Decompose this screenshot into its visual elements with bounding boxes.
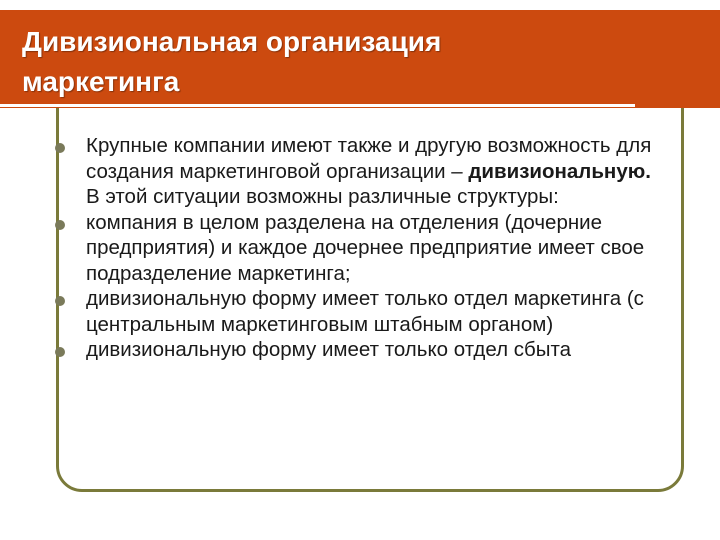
title-bar [0,10,720,108]
bullet-dot-icon [55,220,65,230]
bullet-dot-icon [55,143,65,153]
bullet-item-4 [48,337,668,363]
title-underline [0,104,635,107]
bullet-1-bold-term: дивизиональную. [468,159,651,183]
bullet-item-2 [48,210,668,287]
bullet-4-text: дивизиональную форму имеет только отдел сбыта [86,338,572,361]
bullet-1-text-after: В этой ситуации возможны различные структуры: [86,185,559,208]
bullet-dot-icon [55,347,65,357]
bullet-2-text: компания в целом разделена на отделения (дочерние предприятия) и каждое дочернее предприятие имеет свое подразделение маркетинга; [86,210,645,285]
slide-title-line-2: маркетинга [22,66,180,97]
bullet-item-1 [48,133,668,210]
bullet-item-3 [48,286,668,337]
bullet-3-text: дивизиональную форму имеет только отдел маркетинга (с центральным маркетинговым штабным органом) [86,287,644,336]
bullet-list [48,133,668,363]
bullet-1-text-before: Крупные компании имеют также и другую возможность для создания маркетинговой организации – [86,134,652,183]
slide-title-line-1: Дивизиональная организация [22,26,442,57]
slide-title [22,22,441,102]
bullet-dot-icon [55,296,65,306]
